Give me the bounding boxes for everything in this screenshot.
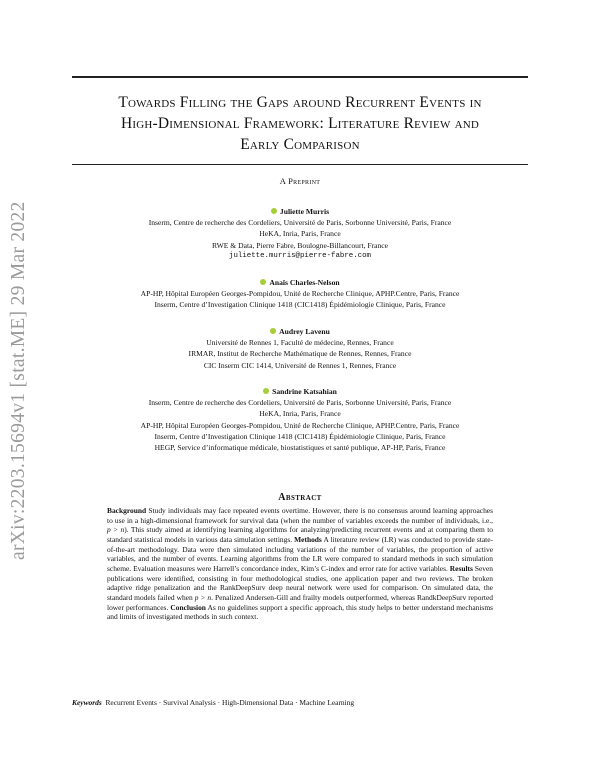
background-text-cont: ). This study aimed at identifying learning algorithms for analyzing/predicting recurrent events and at comparing them to standard statistical models in various data simulation settings. [107, 525, 493, 544]
author-affiliation: Inserm, Centre d’Investigation Clinique 1418 (CIC1418) Épidémiologie Clinique, Paris, France [154, 300, 446, 310]
results-text-cont: . Penalized Andersen-Gill and frailty models outperformed, whereas RandkDeepSurv reported lower performances. [107, 592, 493, 612]
methods-label: Methods [294, 534, 322, 544]
author-block-2 [0, 277, 600, 311]
orcid-icon[interactable] [263, 388, 269, 394]
author-affiliation: RWE & Data, Pierre Fabre, Boulogne-Billancourt, France [211, 240, 389, 250]
conclusion-label: Conclusion [170, 602, 206, 612]
results-text: Seven publications were identified, consisting in four methodological studies, one application paper and two reviews. The broken adaptive ridge penalization and the RankDeepSurv deep neural network were used for comparison. On simulated data, the standard models failed when [107, 563, 493, 602]
author-affiliation: Inserm, Centre d’Investigation Clinique 1418 (CIC1418) Épidémiologie Clinique, Paris, France [154, 431, 446, 441]
author-affiliation: HeKA, Inria, Paris, France [259, 229, 341, 239]
author-affiliation: AP-HP, Hôpital Européen Georges-Pompidou, Unité de Recherche Clinique, APHP.Centre, Paris, France [140, 420, 460, 430]
author-block-3 [0, 326, 600, 371]
math-inequality: p > n [107, 525, 125, 535]
title-line-1: Towards Filling the Gaps around Recurrent Events in [118, 94, 482, 111]
author-affiliation: Université de Rennes 1, Faculté de médecine, Rennes, France [206, 338, 394, 348]
title-line-2: High-Dimensional Framework: Literature Review and [120, 115, 480, 132]
author-affiliation: Inserm, Centre de recherche des Cordeliers, Université de Paris, Sorbonne Université, Paris, France [148, 398, 452, 408]
author-affiliation: Inserm, Centre de recherche des Cordeliers, Université de Paris, Sorbonne Université, Paris, France [148, 218, 452, 228]
orcid-icon[interactable] [270, 328, 276, 334]
author-name: Juliette Murris [279, 207, 330, 216]
author-affiliation: IRMAR, Institut de Recherche Mathématique de Rennes, Rennes, France [188, 349, 412, 359]
background-text: Study individuals may face repeated events overtime. However, there is no consensus around learning approaches to use in a high-dimensional framework for survival data (when the number of variables exceeds the number of individuals, i.e., [107, 506, 493, 525]
title-rule-bottom [72, 164, 528, 165]
orcid-icon[interactable] [260, 279, 266, 285]
results-label: Results [449, 563, 473, 573]
math-inequality: p > n [194, 592, 212, 602]
methods-text: A literature review (LR) was conducted to provide state-of-the-art methodology. Data were then simulated including variations of the number of variables, the proportion of active variables, and the number of events. Learning algorithms from the LR were compared to standard methods in such simulation scheme. Evaluation measures were Harrell’s concordance index, Kim’s C-index and error rate for active variables. [107, 534, 493, 573]
arxiv-identifier-stamp: arXiv:2203.15694v1 [stat.ME] 29 Mar 2022 [8, 201, 29, 560]
abstract-body [107, 506, 493, 622]
author-affiliation: AP-HP, Hôpital Européen Georges-Pompidou, Unité de Recherche Clinique, APHP.Centre, Paris, France [140, 289, 460, 299]
abstract-heading: Abstract [278, 492, 322, 503]
keywords-label: Keywords [72, 698, 102, 707]
preprint-label: A Preprint [279, 176, 321, 186]
keywords-line [72, 698, 532, 708]
background-label: Background [107, 506, 147, 515]
author-email-link[interactable]: juliette.murris@pierre-fabre.com [229, 251, 371, 260]
paper-title [60, 92, 540, 155]
orcid-icon[interactable] [271, 208, 277, 214]
title-line-3: Early Comparison [240, 136, 360, 153]
author-block-1 [0, 206, 600, 262]
author-name: Sandrine Katsahian [272, 387, 337, 396]
conclusion-text: As no guidelines support a specific approach, this study helps to better understand mechanisms and limits of investigated methods in such context. [107, 602, 493, 622]
author-block-4 [0, 386, 600, 453]
author-affiliation: HEGP, Service d’informatique médicale, biostatistiques et santé publique, AP-HP, Paris, France [154, 443, 446, 453]
author-affiliation: HeKA, Inria, Paris, France [259, 409, 341, 419]
keywords-text: Recurrent Events · Survival Analysis · High-Dimensional Data · Machine Learning [105, 698, 355, 707]
author-affiliation: CIC Inserm CIC 1414, Université de Rennes 1, Rennes, France [203, 360, 397, 370]
author-name: Audrey Lavenu [279, 327, 330, 336]
title-rule-top [72, 76, 528, 78]
author-name: Anaïs Charles-Nelson [269, 278, 340, 287]
